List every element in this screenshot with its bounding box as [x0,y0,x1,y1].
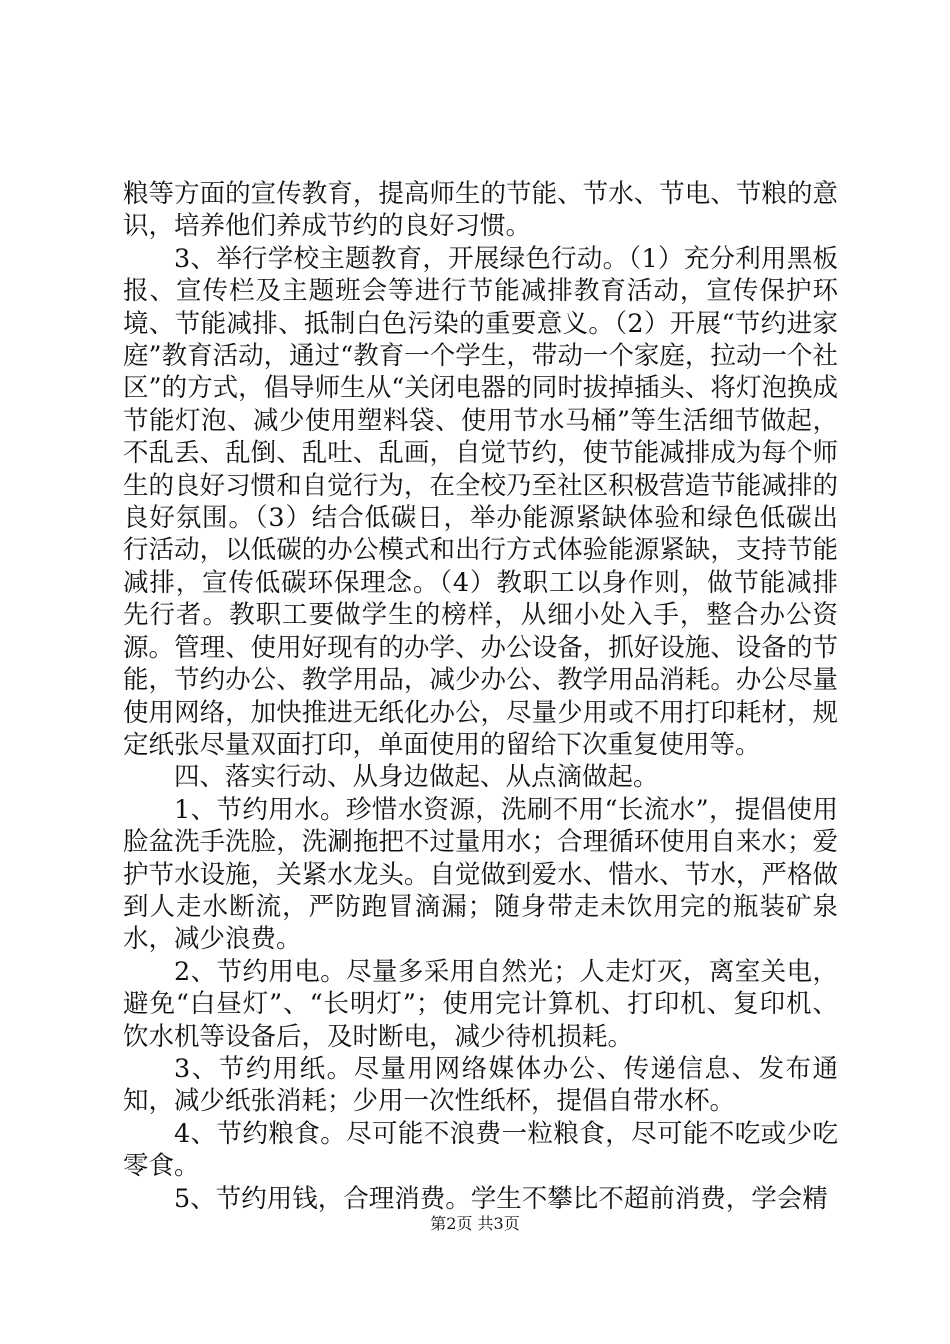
document-body [123,178,838,1215]
paragraph-save-paper: 3、节约用纸。尽量用网络媒体办公、传递信息、发布通知，减少纸张消耗；少用一次性纸杯，提倡自带水杯。 [123,1053,838,1117]
section-heading-4: 四、落实行动、从身边做起、从点滴做起。 [174,762,659,793]
page-number-label: 第2页 共3页 [430,1214,520,1233]
paragraph-continued: 粮等方面的宣传教育，提高师生的节能、节水、节电、节粮的意识，培养他们养成节约的良好习惯。 [123,179,838,242]
paragraph-save-electricity: 2、节约用电。尽量多采用自然光；人走灯灭，离室关电，避免“白昼灯”、“长明灯”；使用完计算机、打印机、复印机、饮水机等设备后，及时断电，减少待机损耗。 [123,956,838,1052]
paragraph-green-action: 3、举行学校主题教育，开展绿色行动。（1）充分利用黑板报、宣传栏及主题班会等进行节能减排教育活动，宣传保护环境、节能减排、抵制白色污染的重要意义。（2）开展“节约进家庭”教育活动，通过“教育一个学生，带动一个家庭，拉动一个社区”的方式，倡导师生从“关闭电器的同时拔掉插头、将灯泡换成节能灯泡、减少使用塑料袋、使用节水马桶”等生活细节做起，不乱丢、乱倒、乱吐、乱画，自觉节约，使节能减排成为每个师生的良好习惯和自觉行为，在全校乃至社区积极营造节能减排的良好氛围。（3）结合低碳日，举办能源紧缺体验和绿色低碳出行活动，以低碳的办公模式和出行方式体验能源紧缺，支持节能减排，宣传低碳环保理念。（4）教职工以身作则，做节能减排先行者。教职工要做学生的榜样，从细小处入手，整合办公资源。管理、使用好现有的办学、办公设备，抓好设施、设备的节能，节约办公、教学用品，减少办公、教学用品消耗。办公尽量使用网络，加快推进无纸化办公，尽量少用或不用打印耗材，规定纸张尽量双面打印，单面使用的留给下次重复使用等。 [123,243,838,760]
paragraph-save-money: 5、节约用钱，合理消费。学生不攀比不超前消费，学会精 [174,1183,828,1214]
page-footer [0,1214,950,1234]
paragraph-save-food: 4、节约粮食。尽可能不浪费一粒粮食，尽可能不吃或少吃零食。 [123,1118,838,1182]
paragraph-save-water: 1、节约用水。珍惜水资源，洗刷不用“长流水”，提倡使用脸盆洗手洗脸，洗涮拖把不过量用水；合理循环使用自来水；爱护节水设施，关紧水龙头。自觉做到爱水、惜水、节水，严格做到人走水断流，严防跑冒滴漏；随身带走未饮用完的瓶装矿泉水，减少浪费。 [123,794,838,955]
